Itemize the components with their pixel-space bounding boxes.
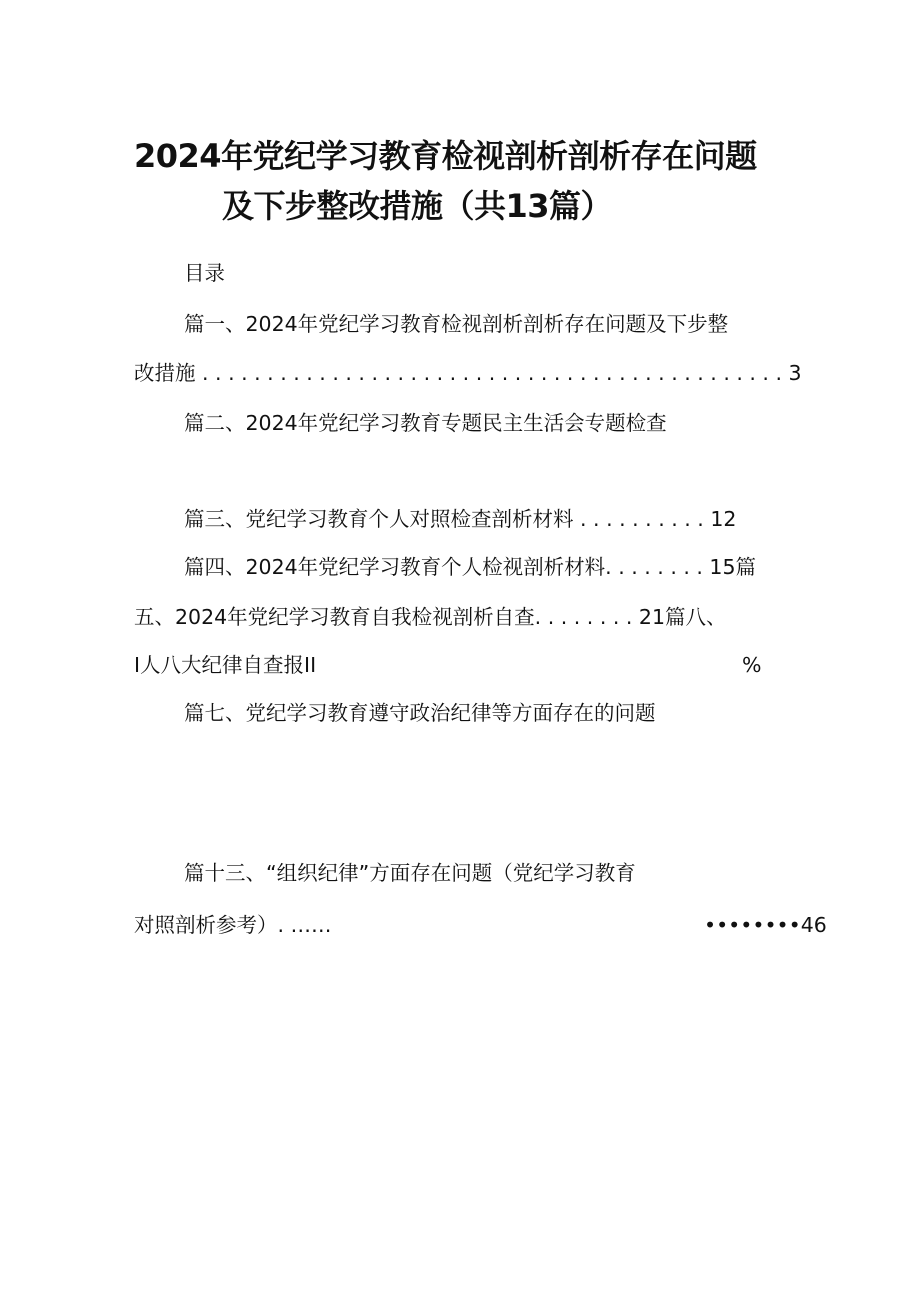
- toc-entry-1-line-1: 篇一、2024年党纪学习教育检视剖析剖析存在问题及下步整: [184, 312, 729, 336]
- toc-entry-6: I人八大纪律自查报II: [134, 653, 317, 677]
- toc-heading: 目录: [184, 261, 225, 285]
- document-title-line-1: 2024年党纪学习教育检视剖析剖析存在问题: [134, 137, 757, 175]
- toc-entry-3: 篇三、党纪学习教育个人对照检查剖析材料 . . . . . . . . . . 12: [184, 507, 737, 531]
- toc-entry-6-page: %: [742, 653, 762, 677]
- toc-entry-2: 篇二、2024年党纪学习教育专题民主生活会专题检查: [184, 411, 667, 435]
- toc-entry-13-line-2: 对照剖析参考）. ……: [134, 913, 332, 937]
- toc-entry-1-line-2: 改措施 . . . . . . . . . . . . . . . . . . . . . . . . . . . . . . . . . . . . . . . . . . . . . 3: [134, 361, 802, 385]
- toc-entry-4: 篇四、2024年党纪学习教育个人检视剖析材料. . . . . . . . 15篇: [184, 555, 757, 579]
- toc-entry-13-page: ••••••••46: [704, 913, 827, 937]
- toc-entry-7: 篇七、党纪学习教育遵守政治纪律等方面存在的问题: [184, 701, 656, 725]
- toc-entry-5: 五、2024年党纪学习教育自我检视剖析自查. . . . . . . . 21篇八、: [134, 605, 727, 629]
- toc-entry-13-line-1: 篇十三、“组织纪律”方面存在问题（党纪学习教育: [184, 861, 636, 885]
- document-title-line-2: 及下步整改措施（共13篇）: [222, 187, 613, 225]
